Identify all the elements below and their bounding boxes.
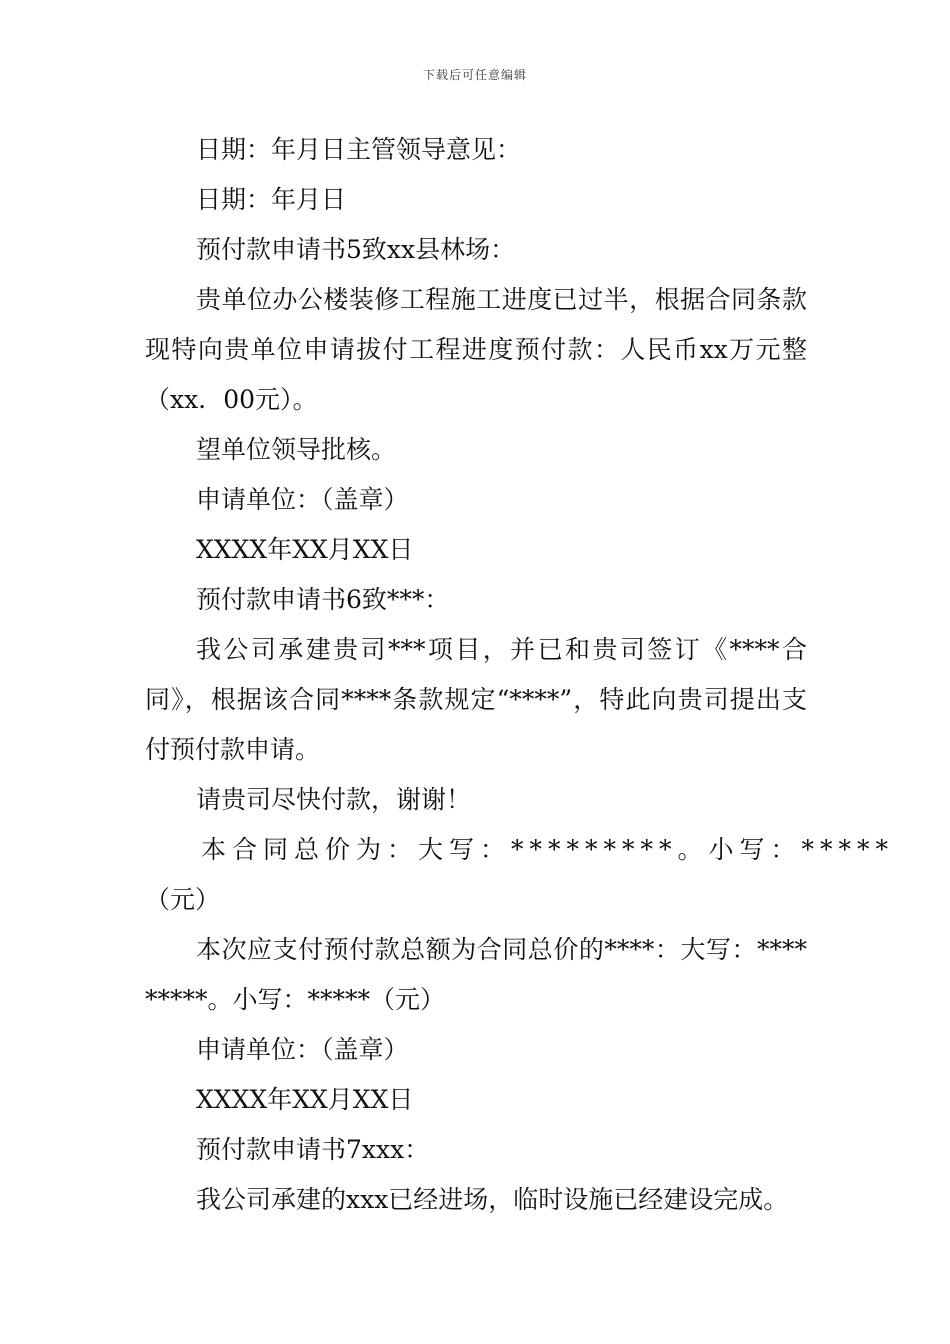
paragraph-payment-request: 请贵司尽快付款，谢谢！ [196, 785, 472, 814]
paragraph-signature-date-2: XXXX年XX月XX日 [196, 1085, 414, 1114]
page-header-note: 下载后可任意编辑 [422, 68, 527, 82]
paragraph-applicant-seal-2: 申请单位：（盖章） [196, 1035, 409, 1064]
paragraph-date: 日期：年月日 [196, 185, 347, 214]
paragraph-letter6-body: 我公司承建贵司***项目，并已和贵司签订《****合同》，根据该合同****条款规定“****”，特此向贵司提出支付预付款申请。 [145, 635, 807, 764]
paragraph-letter5-title: 预付款申请书5致xx县林场： [196, 235, 516, 264]
paragraph-contract-total: 本合同总价为：大写：*********。小写：***** [201, 835, 895, 864]
paragraph-date-opinion: 日期：年月日主管领导意见： [196, 135, 522, 164]
paragraph-approval-request: 望单位领导批核。 [196, 435, 397, 464]
paragraph-letter7-title: 预付款申请书7xxx： [196, 1135, 430, 1164]
paragraph-letter5-body: 贵单位办公楼装修工程施工进度已过半，根据合同条款现特向贵单位申请拔付工程进度预付款：人民币xx万元整（xx．00元）。 [145, 285, 807, 414]
paragraph-applicant-seal: 申请单位：（盖章） [196, 485, 409, 514]
paragraph-letter7-body: 我公司承建的xxx已经进场，临时设施已经建设完成。 [196, 1185, 789, 1214]
paragraph-signature-date: XXXX年XX月XX日 [196, 535, 414, 564]
paragraph-contract-total-unit: （元） [145, 885, 221, 914]
document-body [145, 125, 895, 1225]
paragraph-letter6-title: 预付款申请书6致***： [196, 585, 450, 614]
paragraph-advance-amount: 本次应支付预付款总额为合同总价的****：大写：*********。小写：*****（元） [145, 935, 807, 1014]
